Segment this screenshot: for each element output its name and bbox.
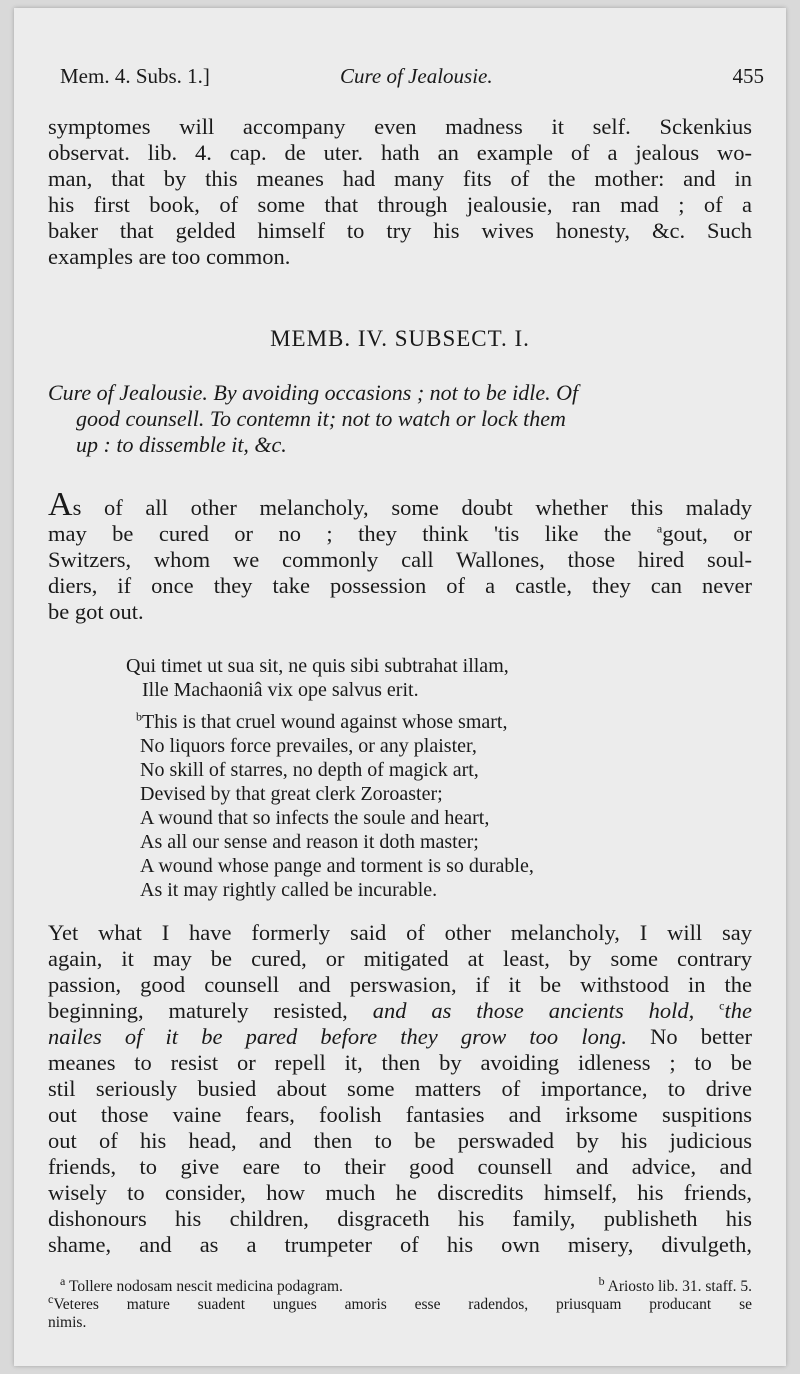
text-line: No better [650, 1024, 752, 1049]
argument-line: good counsell. To contemn it; not to watch or lock them [76, 406, 566, 431]
footnote-ref-b[interactable]: b [136, 709, 142, 724]
verse-line: As it may rightly called be incurable. [140, 879, 438, 901]
italic-text: the [724, 998, 752, 1023]
text-line: Switzers, whom we commonly call Wallones, those hired soul- [48, 547, 752, 572]
verse-line: Qui timet ut sua sit, ne quis sibi subtrahat illam, [126, 655, 509, 677]
verse-line: This is that cruel wound against whose smart, [142, 711, 508, 733]
text-line: wisely to consider, how much he discredits himself, his friends, [48, 1180, 752, 1205]
text-line: meanes to resist or repell it, then by avoiding idleness ; to be [48, 1050, 752, 1075]
text-line: gout, or [662, 521, 753, 546]
footnote-b [598, 1273, 752, 1296]
text-line: shame, and as a trumpeter of his own misery, divulgeth, [48, 1232, 752, 1257]
verse-line: A wound whose pange and torment is so durable, [140, 855, 534, 877]
verse-line: As all our sense and reason it doth master; [140, 831, 479, 853]
italic-text: nailes of it be pared before they grow too long. [48, 1024, 627, 1049]
footnote-ref-a[interactable]: a [656, 521, 663, 536]
text-line: symptomes will accompany even madness it self. Sckenkius [48, 114, 752, 139]
footnote-text: Veteres mature suadent ungues amoris esse radendos, priusquam producant se [53, 1296, 752, 1313]
footnote-text: nimis. [48, 1314, 87, 1331]
text-line: diers, if once they take possession of a castle, they can never [48, 573, 752, 598]
footnote-row-ab [48, 1273, 752, 1296]
english-verse [136, 710, 696, 902]
text-line: be got out. [48, 599, 144, 624]
verse-line: No liquors force prevailes, or any plaister, [140, 735, 477, 757]
verse-line: Devised by that great clerk Zoroaster; [140, 783, 443, 805]
text-line: observat. lib. 4. cap. de uter. hath an example of a jealous wo- [48, 140, 752, 165]
latin-verse [126, 654, 686, 702]
text-line: dishonours his children, disgraceth his family, publisheth his [48, 1206, 752, 1231]
text-line: stil seriously busied about some matters of importance, to drive [48, 1076, 752, 1101]
italic-text: and as those ancients hold, [372, 998, 695, 1023]
text-line: baker that gelded himself to try his wives honesty, &c. Such [48, 218, 752, 243]
text-line: examples are too common. [48, 244, 291, 269]
text-line: passion, good counsell and perswasion, if it be withstood in the [48, 972, 752, 997]
text-line: his first book, of some that through jealousie, ran mad ; of a [48, 192, 752, 217]
footnotes [48, 1273, 752, 1332]
footnote-mark-a: a [60, 1273, 66, 1288]
text-line: may be cured or no ; they think 'tis like the [48, 521, 632, 546]
third-paragraph [48, 920, 752, 1258]
argument-line: up : to dissemble it, &c. [76, 432, 287, 457]
running-head-section: Mem. 4. Subs. 1.] [60, 64, 210, 88]
section-argument [48, 380, 752, 458]
opening-paragraph [48, 114, 752, 270]
text-line: man, that by this meanes had many fits of the mother: and in [48, 166, 752, 191]
text-line: beginning, maturely resisted, [48, 998, 348, 1023]
footnote-text: Tollere nodosam nescit medicina podagram. [68, 1278, 343, 1295]
book-page [14, 8, 786, 1366]
text-line: again, it may be cured, or mitigated at least, by some contrary [48, 946, 752, 971]
text-line: out those vaine fears, foolish fantasies and irksome suspitions [48, 1102, 752, 1127]
verse-line: Ille Machaoniâ vix ope salvus erit. [142, 679, 419, 701]
verse-line: No skill of starres, no depth of magick art, [140, 759, 479, 781]
footnote-c [48, 1291, 752, 1332]
footnote-text: Ariosto lib. 31. staff. 5. [607, 1278, 752, 1295]
footnote-mark-b: b [598, 1273, 605, 1288]
verse-line: A wound that so infects the soule and heart, [140, 807, 490, 829]
second-paragraph [48, 486, 753, 625]
page-number: 455 [732, 64, 764, 88]
text-line: s of all other melancholy, some doubt whether this malady [72, 495, 752, 520]
footnote-mark-c: c [48, 1291, 54, 1306]
running-head [60, 64, 764, 94]
footnote-a [60, 1273, 343, 1296]
argument-line: Cure of Jealousie. By avoiding occasions ; not to be idle. Of [48, 380, 579, 405]
text-line: friends, to give eare to their good counsell and advice, and [48, 1154, 752, 1179]
section-heading: MEMB. IV. SUBSECT. I. [270, 326, 530, 351]
footnote-ref-c[interactable]: c [719, 998, 725, 1013]
running-head-title: Cure of Jealousie. [340, 64, 493, 88]
text-line: Yet what I have formerly said of other melancholy, I will say [48, 920, 752, 945]
text-line: out of his head, and then to be perswaded by his judicious [48, 1128, 752, 1153]
drop-cap: A [48, 486, 73, 523]
